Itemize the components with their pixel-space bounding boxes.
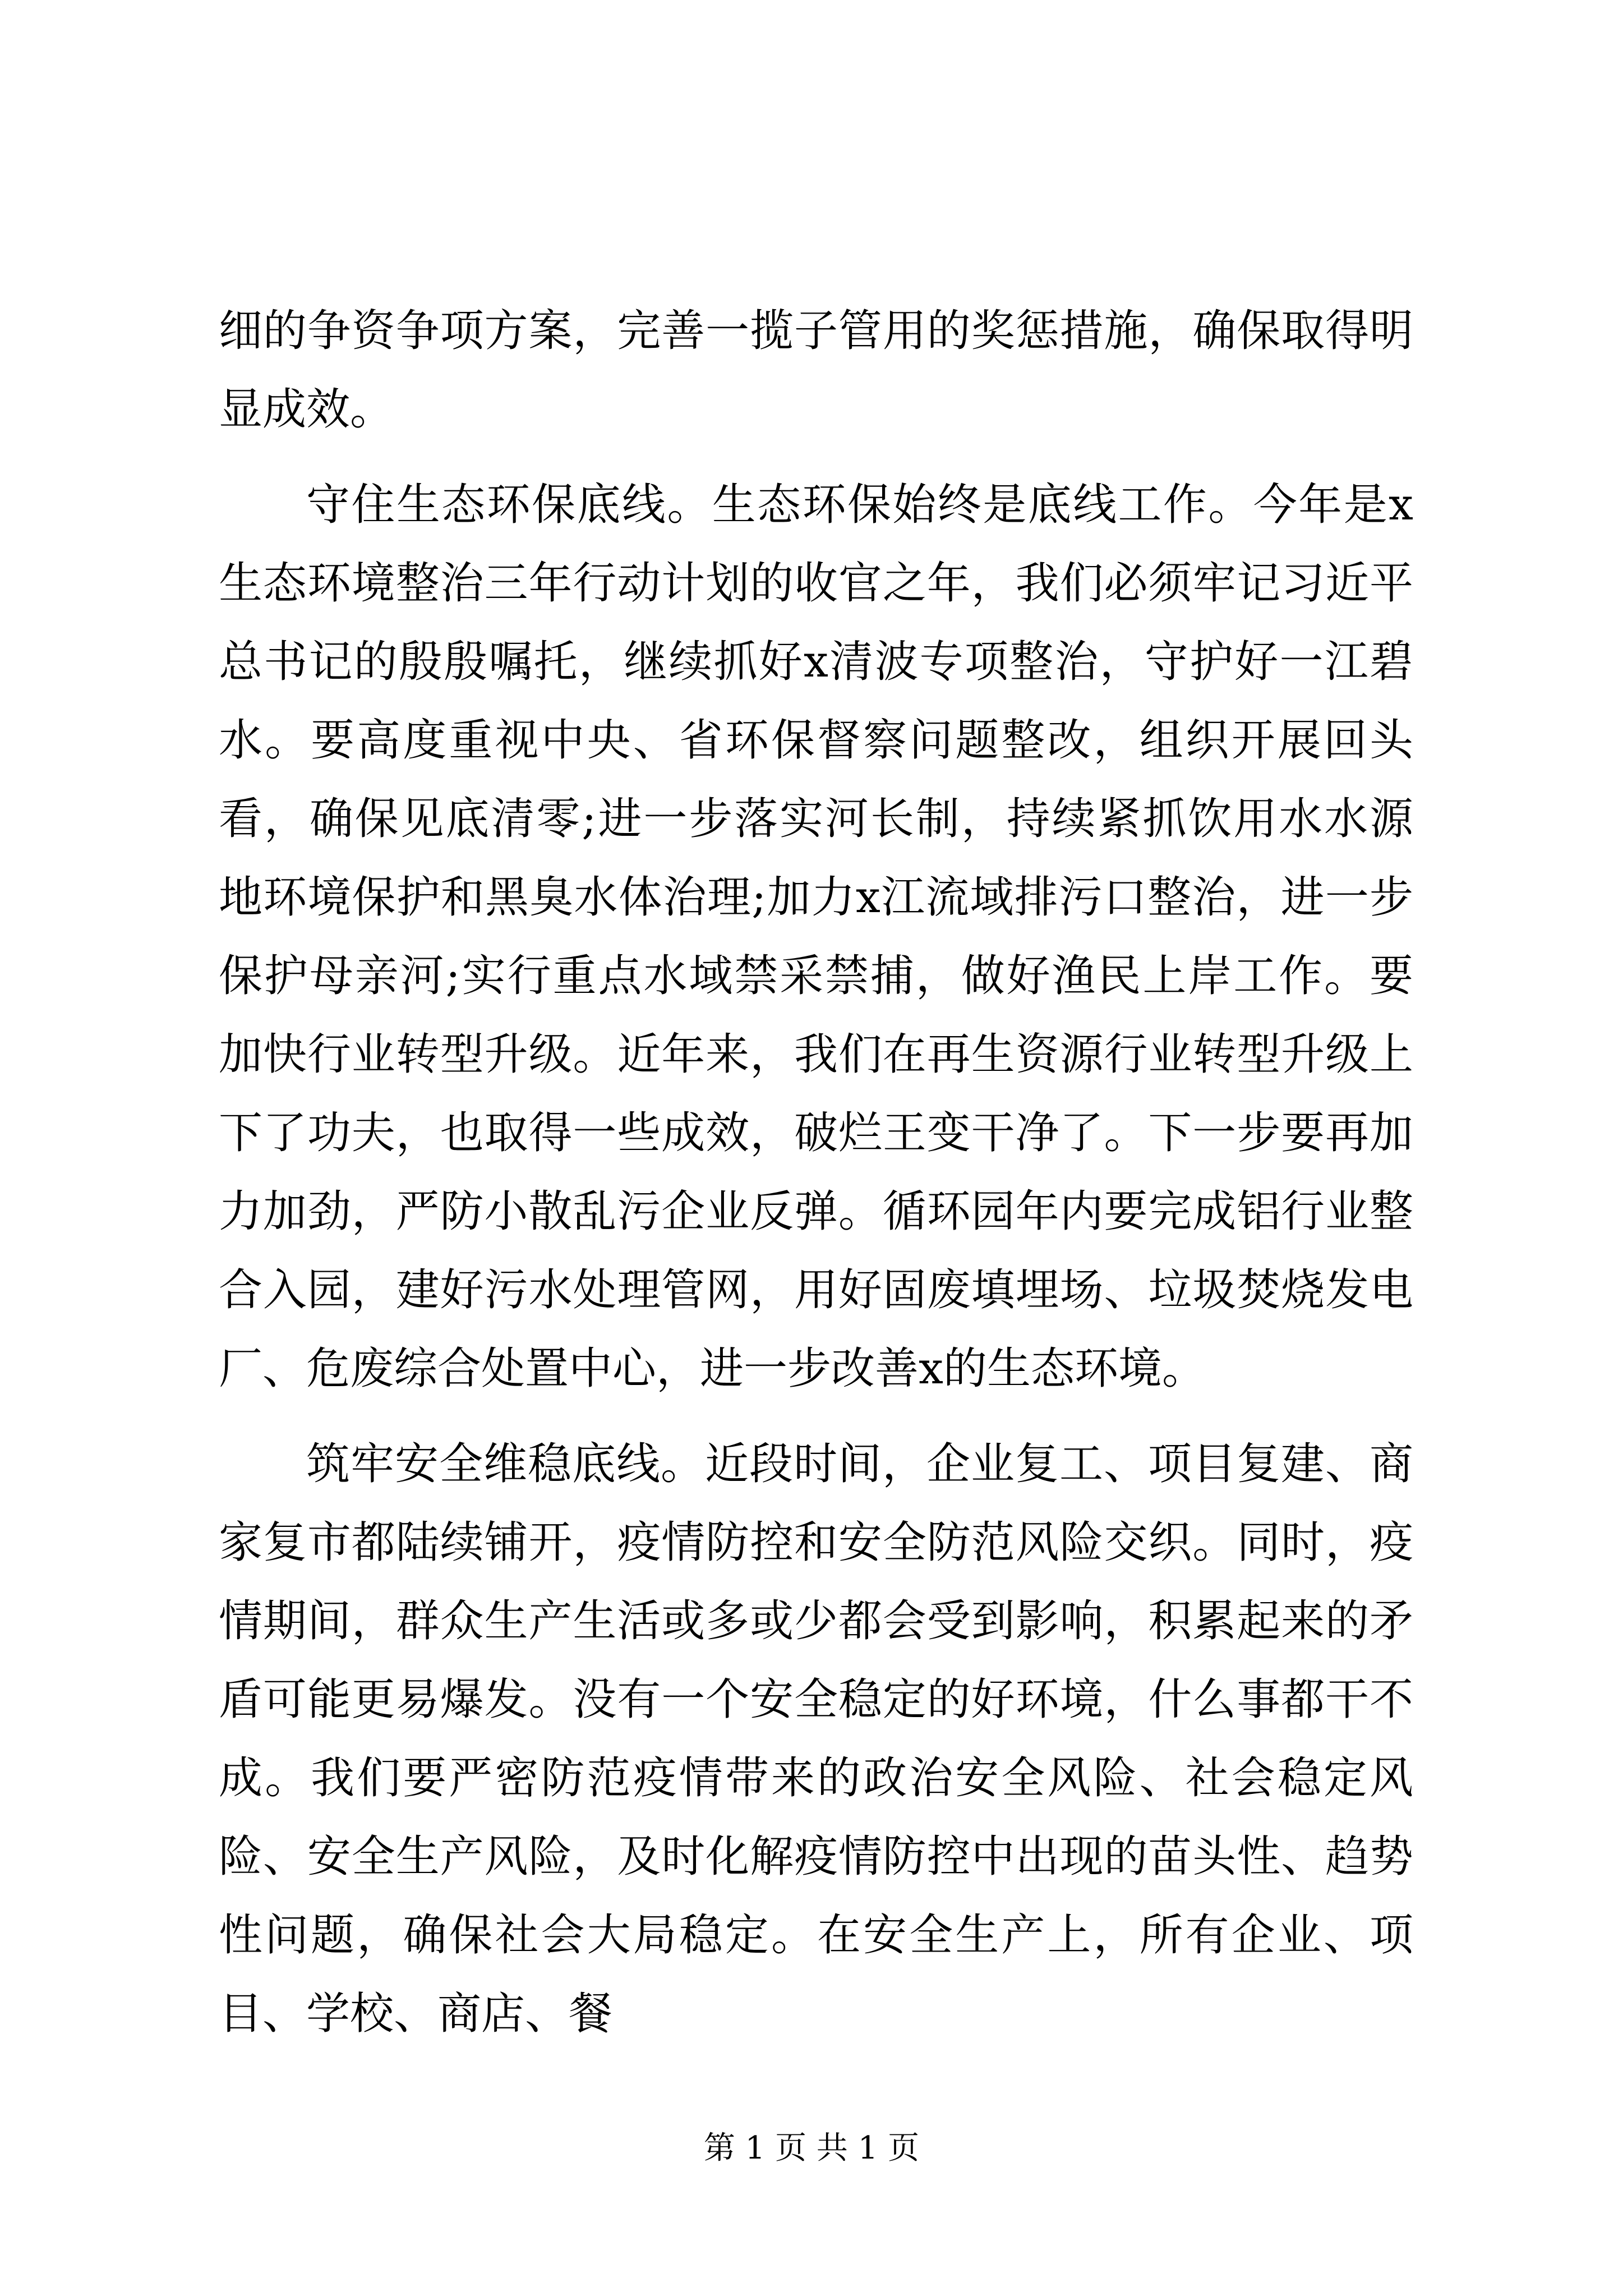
paragraph-continuation: 细的争资争项方案，完善一揽子管用的奖惩措施，确保取得明显成效。 [219,306,1413,435]
paragraph-ecology-bottom-line: 守住生态环保底线。生态环保始终是底线工作。今年是x生态环境整治三年行动计划的收官之年，我们必须牢记习近平总书记的殷殷嘱托，继续抓好x清波专项整治，守护好一江碧水。要高度重视中央、省环保督察问题整改，组织开展回头看，确保见底清零;进一步落实河长制，持续紧抓饮用水水源地环境保护和黑臭水体治理;加力x江流域排污口整治，进一步保护母亲河;实行重点水域禁采禁捕，做好渔民上岸工作。要加快行业转型升级。近年来，我们在再生资源行业转型升级上下了功夫，也取得一些成效，破烂王变干净了。下一步要再加力加劲，严防小散乱污企业反弹。循环园年内要完成铝行业整合入园，建好污水处理管网，用好固废填埋场、垃圾焚烧发电厂、危废综合处置中心，进一步改善x的生态环境。 [219,480,1413,1394]
paragraph-safety-stability-bottom-line: 筑牢安全维稳底线。近段时间，企业复工、项目复建、商家复市都陆续铺开，疫情防控和安全防范风险交织。同时，疫情期间，群众生产生活或多或少都会受到影响，积累起来的矛盾可能更易爆发。没有一个安全稳定的好环境，什么事都干不成。我们要严密防范疫情带来的政治安全风险、社会稳定风险、安全生产风险，及时化解疫情防控中出现的苗头性、趋势性问题，确保社会大局稳定。在安全生产上，所有企业、项目、学校、商店、餐 [219,1439,1413,2039]
document-body [219,292,1413,2053]
page-number-footer: 第 1 页 共 1 页 [703,2130,920,2166]
